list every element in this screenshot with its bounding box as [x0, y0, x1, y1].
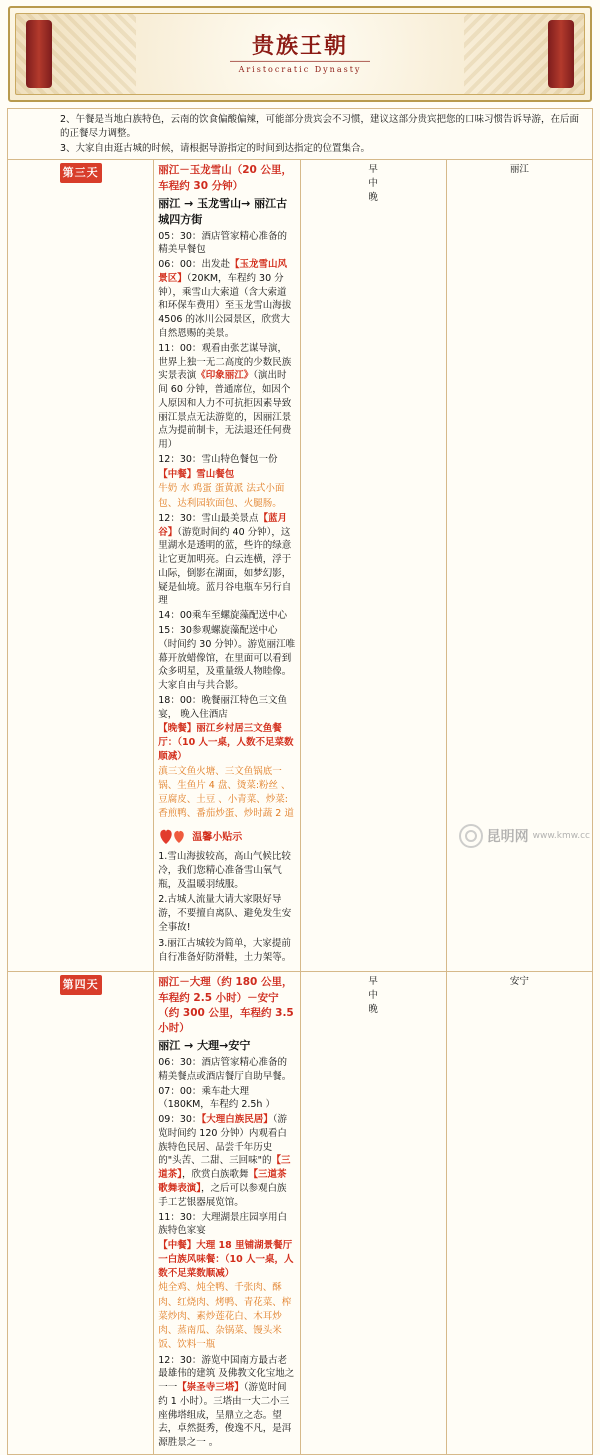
schedule-text: （游览时间约 1 小时）。三塔由一大二小三座佛塔组成，呈鼎立之态。望去，卓然挺秀，俊逸不凡，是洱源胜景之一 。: [158, 1382, 292, 1449]
schedule-line: [158, 342, 295, 452]
schedule-text: 酒店管家精心准备的精美早餐包: [158, 230, 287, 256]
itinerary-table: [7, 108, 593, 1455]
schedule-line: [158, 453, 295, 467]
itinerary-body: [8, 109, 593, 1455]
meal-tagline: 【中餐】雪山餐包: [158, 468, 235, 480]
schedule-time: 07：00：: [158, 1085, 202, 1097]
schedule-text: 酒店管家精心准备的精美餐点或酒店餐厅自助早餐。: [158, 1057, 292, 1082]
notice-line: 1.雪山海拔较高，高山气候比较冷，我们您精心准备雪山氧气瓶，及温暖羽绒服。: [158, 851, 291, 890]
day-badge: 第三天: [60, 163, 102, 183]
schedule-text: 观看由张艺谋导演，世界上独一无二高度的少数民族实景表演: [158, 342, 292, 382]
schedule-text: 参观螺旋藻配送中心（时间约 30 分钟）。游览丽江唯幕开放蜡像馆，在里面可以看到众多明星，及重量级人物睦像。大家自由与共合影。: [158, 625, 296, 692]
highlight-attraction: 【大理白族民居】: [201, 1114, 273, 1126]
day-detail-cell: [154, 160, 300, 972]
meal-items: 炖全鸡、炖全鸭、千张肉、酥肉、红烧肉、烤鸭、青花菜、榨菜炒肉、素炒莲花白、木耳炒肉、蒸南瓜、杂锅菜、馒头米饭、饮料一瓶: [158, 1282, 292, 1351]
watermark-text: 昆明网: [486, 829, 529, 845]
schedule-text: 游览中国南方最古老最雄伟的建筑 及佛教文化宝地之一一: [158, 1354, 295, 1394]
highlight-attraction: 【玉龙雪山风景区】: [158, 259, 287, 284]
schedule-text: 晚餐丽江特色三文鱼宴， 晚入住酒店: [158, 694, 287, 720]
table-row: [8, 972, 593, 1455]
table-row: [8, 160, 593, 972]
meal-mark: 中: [368, 178, 378, 190]
schedule-text: （游览时间约 40 分钟），这里湖水是透明的蓝，些许的绿意让它更加明亮。白云连横，浮于山际，倒影在湖面，如梦幻影，疑是仙境。蓝月谷电瓶车另行自理: [158, 526, 292, 607]
meal-mark: 早: [368, 164, 378, 176]
schedule-line: [158, 1056, 295, 1084]
watermark-subtext: www.kmw.cc: [532, 831, 590, 841]
schedule-time: 11：00：: [158, 342, 202, 354]
route-subtitle: 丽江 → 大理→安宁: [158, 1039, 251, 1053]
hotel-cell: [446, 972, 592, 1455]
highlight-attraction: 《印象丽江》: [196, 370, 254, 382]
top-note-line: 3、大家自由逛古城的时候，请根据导游指定的时间到达指定的位置集合。: [60, 142, 371, 154]
meal-items: 滇三文鱼火塘、三文鱼锅底一锅、生鱼片 4 盘、烫菜:粉丝 、豆腐皮、土豆 、小青菜、炒菜:香煎鸭、番茄炒蛋、炒时蔬 2 道: [158, 765, 294, 820]
notice-title-text: 温馨小贴示: [192, 831, 243, 843]
meal-mark: 晚: [368, 191, 378, 203]
route-title: 丽江－大理（约 180 公里，车程约 2.5 小时）－安宁（约 300 公里，车程约 3.5 小时）: [158, 976, 294, 1034]
schedule-time: 06：00：: [158, 259, 202, 271]
hotel-name: 安宁: [509, 976, 529, 988]
schedule-time: 12：30：: [158, 1354, 202, 1366]
schedule-time: 14：00: [158, 610, 192, 622]
banner-inner-frame: [15, 13, 585, 95]
schedule-line: [158, 1113, 295, 1209]
header-banner: [8, 6, 592, 102]
day-badge: 第四天: [60, 975, 102, 995]
hotel-name: 丽江: [509, 164, 529, 176]
schedule-time: 18：00：: [158, 694, 202, 706]
schedule-time: 15：30: [158, 625, 192, 637]
route-title: 丽江－玉龙雪山（20 公里，车程约 30 分钟）: [158, 164, 293, 192]
route-subtitle: 丽江 → 玉龙雪山→ 丽江古城四方街: [158, 196, 288, 226]
schedule-text: ，之后可以参观白族手工艺银器展览馆。: [158, 1183, 287, 1208]
schedule-line: [158, 512, 295, 608]
brand-name-cn: 贵族王朝: [251, 32, 348, 59]
schedule-time: 12：30：: [158, 512, 202, 524]
brand-divider: [230, 61, 370, 62]
notice-block: [158, 828, 295, 965]
schedule-line: [158, 230, 295, 258]
day-label-cell: [8, 160, 154, 972]
schedule-text: 乘车至螺旋藻配送中心: [191, 610, 287, 622]
highlight-attraction: 【崇圣寺三塔】: [177, 1382, 244, 1394]
schedule-text: ，欣赏白族歌舞: [182, 1169, 249, 1181]
schedule-time: 12：30：: [158, 453, 202, 465]
hearts-icon: [158, 826, 190, 846]
schedule-time: 09：30：: [158, 1114, 202, 1126]
meals-cell: [300, 972, 446, 1455]
schedule-text: 雪山最美景点: [201, 512, 259, 524]
meal-mark: 早: [368, 976, 378, 988]
schedule-text: （演出时间 60 分钟，普通席位，如因个人原因和人力不可抗拒因素导致丽江景点无法游览的，因丽江景点为提前制卡，无法退还任何费用）: [158, 370, 292, 451]
brand-logo: [170, 34, 430, 74]
hotel-cell: [446, 160, 592, 972]
schedule-text: 雪山特色餐包一份: [201, 453, 278, 465]
schedule-line: [158, 1354, 295, 1450]
brand-name-en: Aristocratic Dynasty: [238, 65, 362, 75]
highlight-attraction: 【三道茶歌舞表演】: [158, 1169, 287, 1194]
schedule-line: [158, 258, 295, 341]
meal-items: 牛奶 水 鸡蛋 蛋黄派 法式小面包、达利园软面包、火腿肠。: [158, 483, 285, 509]
meal-mark: 中: [368, 990, 378, 1002]
top-notes-cell: [8, 109, 593, 160]
meal-tagline: 【中餐】大理 18 里铺湖景餐厅一白族风味餐：（10 人一桌，人数不足菜数顺减）: [158, 1240, 294, 1279]
highlight-attraction: 【三道茶】: [158, 1155, 291, 1181]
top-note-line: 2、午餐是当地白族特色，云南的饮食偏酸偏辣，可能部分贵宾会不习惯，建议这部分贵宾把您的口味习惯告诉导游，在后面的正餐尽力调整。: [60, 114, 580, 139]
schedule-time: 05：30：: [158, 230, 202, 242]
table-row: [8, 109, 593, 160]
schedule-text: 乘车赴大理（180KM，车程约 2.5h ）: [158, 1085, 275, 1111]
schedule-text: （游览时间约 120 分钟）内观看白族特色民居、品尝千年历史的"头苦、二甜、三回味"的: [158, 1114, 287, 1167]
schedule-time: 06：30：: [158, 1057, 202, 1069]
day-label-cell: [8, 972, 154, 1455]
highlight-attraction: 【蓝月谷】: [158, 512, 287, 538]
banner-scroll-right: [548, 20, 574, 88]
notice-title: [158, 828, 250, 849]
schedule-line: [158, 624, 295, 693]
day-detail-cell: [154, 972, 300, 1455]
schedule-line: [158, 1211, 295, 1239]
meal-mark: 晚: [368, 1003, 378, 1015]
schedule-text: 出发赴: [201, 259, 230, 271]
meal-tagline: 【晚餐】丽江乡村居三文鱼餐厅：（10 人一桌，人数不足菜数顺减）: [158, 723, 294, 762]
schedule-text: 大理湖景庄园享用白族特色家宴: [158, 1211, 287, 1237]
schedule-line: [158, 694, 295, 722]
meals-cell: [300, 160, 446, 972]
schedule-time: 11：30：: [158, 1211, 202, 1223]
watermark-logo-icon: [459, 824, 483, 848]
notice-line: 3.丽江古城较为简单，大家提前自行准备好防滑鞋，土力架等。: [158, 937, 292, 963]
watermark: [459, 824, 590, 848]
schedule-line: [158, 609, 295, 623]
notice-line: 2.古城人流量大请大家限好导游，不要擅自离队、避免发生安全事故!: [158, 894, 292, 933]
schedule-text: （20KM，车程约 30 分钟），乘雪山大索道（含大索道和环保车费用）至玉龙雪山海拔 4506 的冰川公园景区，欣赏大自然恩赐的美景。: [158, 272, 292, 339]
schedule-line: [158, 1085, 295, 1113]
banner-scroll-left: [26, 20, 52, 88]
